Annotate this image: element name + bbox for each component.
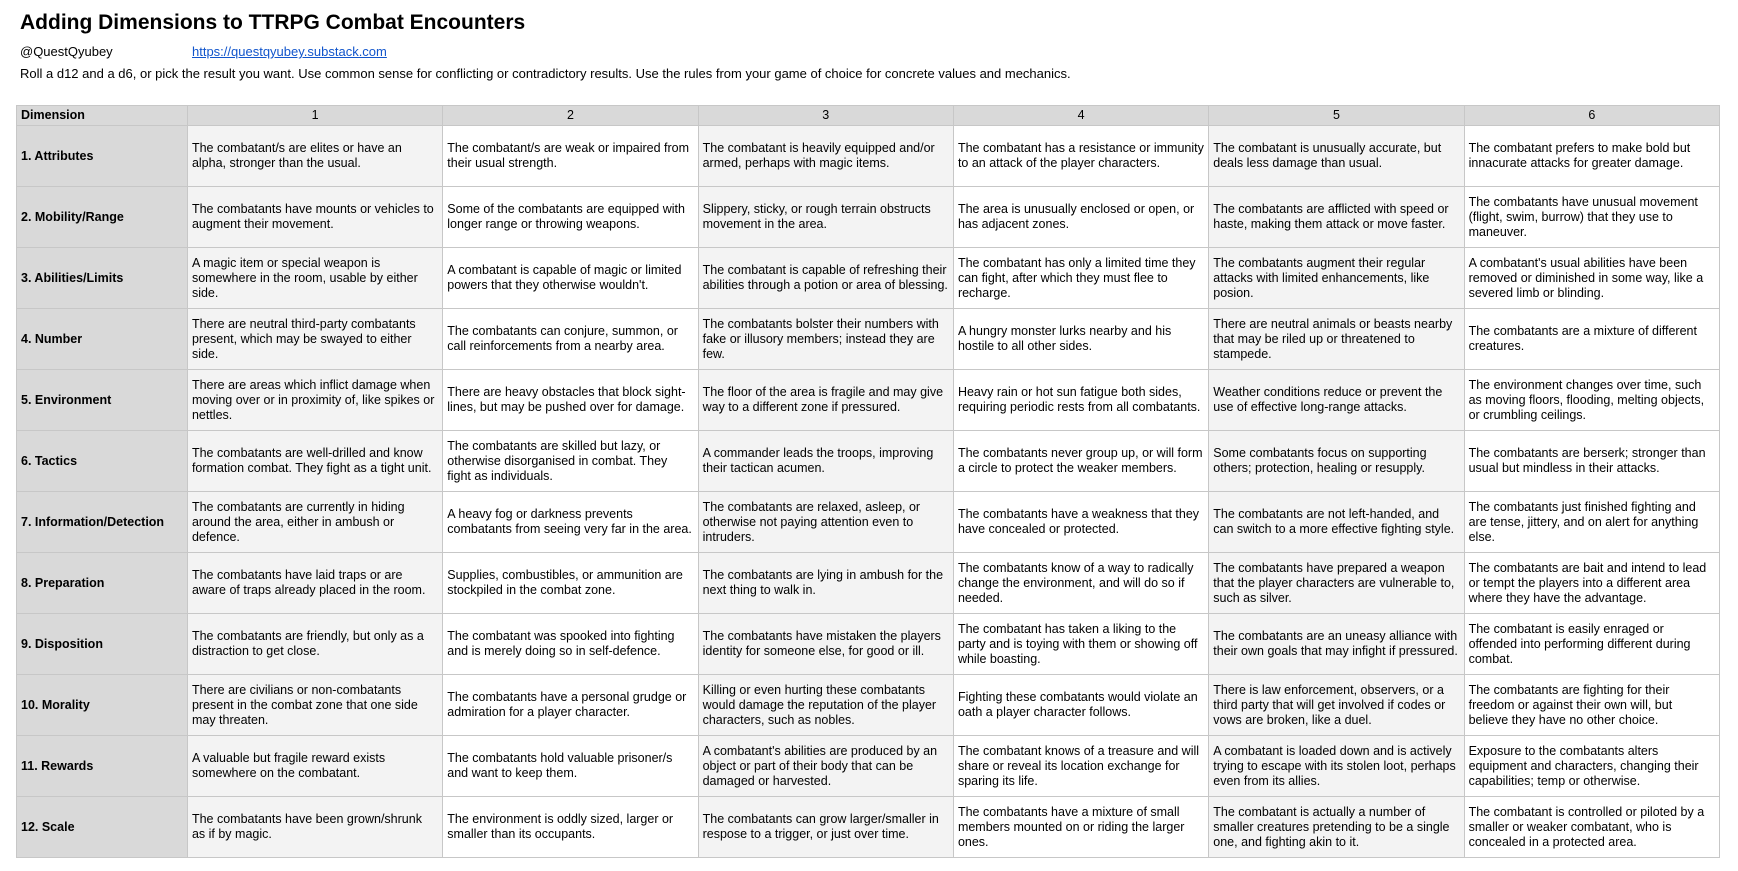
table-cell: The combatant has only a limited time they can fight, after which they must flee to recharge. [953, 248, 1208, 309]
table-cell: The combatant/s are elites or have an alpha, stronger than the usual. [187, 126, 442, 187]
table-cell: The combatant has a resistance or immunity to an attack of the player characters. [953, 126, 1208, 187]
table-cell: The combatants just finished fighting and are tense, jittery, and on alert for anything else. [1464, 492, 1719, 553]
table-cell: A combatant's usual abilities have been removed or diminished in some way, like a severed limb or blinding. [1464, 248, 1719, 309]
dimension-header: Dimension [17, 106, 188, 126]
table-cell: A heavy fog or darkness prevents combatants from seeing very far in the area. [443, 492, 698, 553]
table-cell: Slippery, sticky, or rough terrain obstructs movement in the area. [698, 187, 953, 248]
table-cell: The combatants know of a way to radically change the environment, and will do so if needed. [953, 553, 1208, 614]
page-title: Adding Dimensions to TTRPG Combat Encounters [20, 11, 526, 34]
table-cell: There are civilians or non-combatants present in the combat zone that one side may threaten. [187, 675, 442, 736]
table-cell: The combatant knows of a treasure and will share or reveal its location exchange for sparing its life. [953, 736, 1208, 797]
table-cell: There is law enforcement, observers, or a third party that will get involved if codes or vows are broken, like a duel. [1209, 675, 1464, 736]
table-cell: The combatants never group up, or will form a circle to protect the weaker members. [953, 431, 1208, 492]
table-cell: Heavy rain or hot sun fatigue both sides, requiring periodic rests from all combatants. [953, 370, 1208, 431]
substack-link[interactable]: https://questqyubey.substack.com [192, 44, 387, 59]
table-cell: The combatants have a weakness that they have concealed or protected. [953, 492, 1208, 553]
table-cell: A hungry monster lurks nearby and his hostile to all other sides. [953, 309, 1208, 370]
table-cell: The combatant was spooked into fighting and is merely doing so in self-defence. [443, 614, 698, 675]
table-cell: A valuable but fragile reward exists somewhere on the combatant. [187, 736, 442, 797]
table-cell: A combatant is capable of magic or limited powers that they otherwise wouldn't. [443, 248, 698, 309]
table-cell: There are neutral animals or beasts nearby that may be riled up or threatened to stampede. [1209, 309, 1464, 370]
table-cell: The combatants are skilled but lazy, or otherwise disorganised in combat. They fight as individuals. [443, 431, 698, 492]
table-cell: The area is unusually enclosed or open, or has adjacent zones. [953, 187, 1208, 248]
table-cell: The environment is oddly sized, larger or smaller than its occupants. [443, 797, 698, 858]
table-cell: The combatant is actually a number of smaller creatures pretending to be a single one, and fighting akin to it. [1209, 797, 1464, 858]
row-label: 9. Disposition [17, 614, 188, 675]
table-row [17, 248, 1720, 309]
table-cell: The combatants are berserk; stronger than usual but mindless in their attacks. [1464, 431, 1719, 492]
table-cell: The combatant prefers to make bold but innacurate attacks for greater damage. [1464, 126, 1719, 187]
table-cell: Fighting these combatants would violate an oath a player character follows. [953, 675, 1208, 736]
column-header: 6 [1464, 106, 1719, 126]
table-row [17, 187, 1720, 248]
table-cell: The combatant is unusually accurate, but deals less damage than usual. [1209, 126, 1464, 187]
table-cell: The combatants have unusual movement (flight, swim, burrow) that they use to maneuver. [1464, 187, 1719, 248]
table-cell: Weather conditions reduce or prevent the use of effective long-range attacks. [1209, 370, 1464, 431]
instructions-text: Roll a d12 and a d6, or pick the result you want. Use common sense for conflicting or contradictory results. Use the rules from your game of choice for concrete values and mechanics. [20, 66, 1071, 81]
table-cell: The combatants augment their regular attacks with limited enhancements, like posion. [1209, 248, 1464, 309]
table-cell: The combatants are fighting for their freedom or against their own will, but believe they have no other choice. [1464, 675, 1719, 736]
table-cell: The combatants are a mixture of different creatures. [1464, 309, 1719, 370]
table-cell: The combatants are relaxed, asleep, or otherwise not paying attention even to intruders. [698, 492, 953, 553]
table-cell: The combatants have mistaken the players identity for someone else, for good or ill. [698, 614, 953, 675]
row-label: 3. Abilities/Limits [17, 248, 188, 309]
row-label: 1. Attributes [17, 126, 188, 187]
table-row [17, 370, 1720, 431]
encounter-table [16, 105, 1720, 858]
table-row [17, 675, 1720, 736]
table-cell: A combatant's abilities are produced by an object or part of their body that can be damaged or harvested. [698, 736, 953, 797]
table-cell: Killing or even hurting these combatants would damage the reputation of the player characters, such as nobles. [698, 675, 953, 736]
row-label: 2. Mobility/Range [17, 187, 188, 248]
row-label: 12. Scale [17, 797, 188, 858]
table-row [17, 736, 1720, 797]
table-cell: The combatants bolster their numbers with fake or illusory members; instead they are few. [698, 309, 953, 370]
table-cell: The combatants are afflicted with speed or haste, making them attack or move faster. [1209, 187, 1464, 248]
column-header: 5 [1209, 106, 1464, 126]
column-header: 1 [187, 106, 442, 126]
table-cell: There are neutral third-party combatants present, which may be swayed to either side. [187, 309, 442, 370]
table-cell: The combatants are currently in hiding around the area, either in ambush or defence. [187, 492, 442, 553]
table-cell: There are areas which inflict damage when moving over or in proximity of, like spikes or nettles. [187, 370, 442, 431]
table-cell: The combatants can grow larger/smaller in respose to a trigger, or just over time. [698, 797, 953, 858]
table-row [17, 309, 1720, 370]
table-cell: The combatants have mounts or vehicles to augment their movement. [187, 187, 442, 248]
table-cell: The environment changes over time, such as moving floors, flooding, melting objects, or crumbling ceilings. [1464, 370, 1719, 431]
table-cell: The combatants have laid traps or are aware of traps already placed in the room. [187, 553, 442, 614]
table-row [17, 492, 1720, 553]
table-cell: The combatants are friendly, but only as a distraction to get close. [187, 614, 442, 675]
table-cell: The combatant/s are weak or impaired from their usual strength. [443, 126, 698, 187]
table-cell: Some combatants focus on supporting others; protection, healing or resupply. [1209, 431, 1464, 492]
table-cell: There are heavy obstacles that block sight-lines, but may be pushed over for damage. [443, 370, 698, 431]
table-cell: The combatants hold valuable prisoner/s and want to keep them. [443, 736, 698, 797]
column-header: 2 [443, 106, 698, 126]
row-label: 5. Environment [17, 370, 188, 431]
table-cell: The combatants have been grown/shrunk as if by magic. [187, 797, 442, 858]
author-handle: @QuestQyubey [20, 44, 113, 59]
table-row [17, 431, 1720, 492]
table-cell: The combatant is controlled or piloted by a smaller or weaker combatant, who is concealed in a protected area. [1464, 797, 1719, 858]
table-cell: The combatants are well-drilled and know formation combat. They fight as a tight unit. [187, 431, 442, 492]
table-cell: The floor of the area is fragile and may give way to a different zone if pressured. [698, 370, 953, 431]
table-cell: Supplies, combustibles, or ammunition are stockpiled in the combat zone. [443, 553, 698, 614]
table-row [17, 797, 1720, 858]
row-label: 7. Information/Detection [17, 492, 188, 553]
table-cell: The combatant is easily enraged or offended into performing different during combat. [1464, 614, 1719, 675]
table-cell: The combatants are bait and intend to lead or tempt the players into a different area where they have the advantage. [1464, 553, 1719, 614]
table-cell: The combatant is capable of refreshing their abilities through a potion or area of blessing. [698, 248, 953, 309]
table-cell: The combatant is heavily equipped and/or armed, perhaps with magic items. [698, 126, 953, 187]
table-body [17, 126, 1720, 858]
header-row [17, 106, 1720, 126]
column-header: 3 [698, 106, 953, 126]
table-cell: The combatants are not left-handed, and can switch to a more effective fighting style. [1209, 492, 1464, 553]
table-cell: A magic item or special weapon is somewhere in the room, usable by either side. [187, 248, 442, 309]
table-row [17, 553, 1720, 614]
table-cell: The combatants have a mixture of small members mounted on or riding the larger ones. [953, 797, 1208, 858]
row-label: 11. Rewards [17, 736, 188, 797]
row-label: 6. Tactics [17, 431, 188, 492]
table-row [17, 126, 1720, 187]
row-label: 4. Number [17, 309, 188, 370]
table-cell: The combatants can conjure, summon, or call reinforcements from a nearby area. [443, 309, 698, 370]
table-cell: Some of the combatants are equipped with longer range or throwing weapons. [443, 187, 698, 248]
column-header: 4 [953, 106, 1208, 126]
row-label: 8. Preparation [17, 553, 188, 614]
table-cell: The combatants have prepared a weapon that the player characters are vulnerable to, such as silver. [1209, 553, 1464, 614]
table-cell: A combatant is loaded down and is actively trying to escape with its stolen loot, perhaps even from its allies. [1209, 736, 1464, 797]
row-label: 10. Morality [17, 675, 188, 736]
table-cell: The combatant has taken a liking to the party and is toying with them or showing off while boasting. [953, 614, 1208, 675]
table-cell: A commander leads the troops, improving their tactican acumen. [698, 431, 953, 492]
table-cell: Exposure to the combatants alters equipment and characters, changing their capabilities; temp or otherwise. [1464, 736, 1719, 797]
table-cell: The combatants are an uneasy alliance with their own goals that may infight if pressured. [1209, 614, 1464, 675]
table-row [17, 614, 1720, 675]
table-cell: The combatants are lying in ambush for the next thing to walk in. [698, 553, 953, 614]
table-cell: The combatants have a personal grudge or admiration for a player character. [443, 675, 698, 736]
